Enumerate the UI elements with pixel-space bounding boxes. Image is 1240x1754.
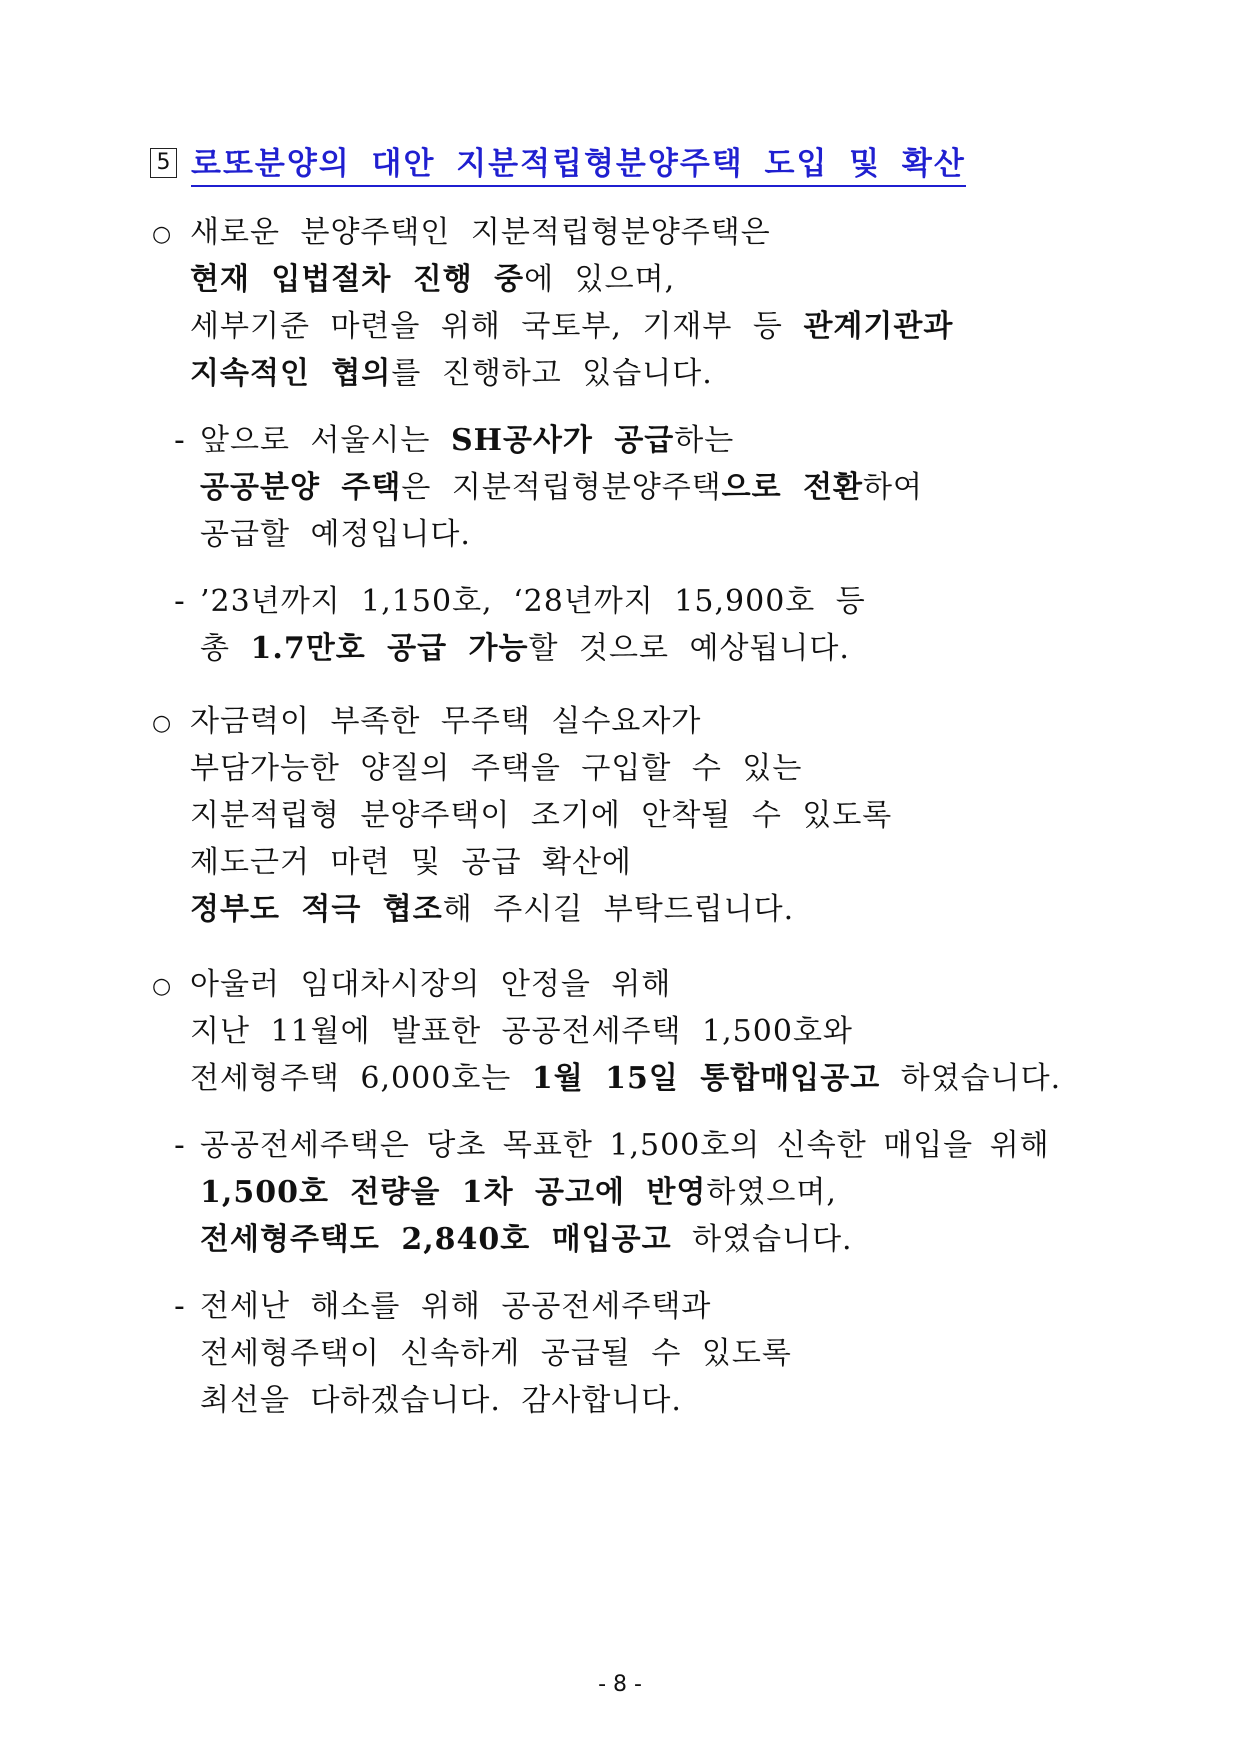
text-line: 전세난 해소를 위해 공공전세주택과: [200, 1289, 712, 1324]
text-line: 현재 입법절차 진행 중에 있으며,: [190, 262, 676, 297]
text-line: 지속적인 협의를 진행하고 있습니다.: [190, 356, 713, 391]
page-number: - 8 -: [598, 1672, 642, 1697]
text-line: 전세형주택 6,000호는 1월 15일 통합매입공고 하였습니다.: [190, 1061, 1062, 1096]
bold-text: 1.7만호 공급 가능: [250, 631, 529, 666]
text-line: 앞으로 서울시는 SH공사가 공급하는: [200, 423, 735, 458]
text-line: 제도근거 마련 및 공급 확산에: [190, 845, 632, 880]
text-line: 전세형주택도 2,840호 매입공고 하였습니다.: [200, 1222, 853, 1257]
dash-marker: -: [174, 1128, 185, 1163]
bold-text: 정부도 적극 협조: [190, 892, 443, 927]
bold-text: SH공사가 공급: [450, 423, 675, 458]
text-line: 최선을 다하겠습니다. 감사합니다.: [200, 1383, 682, 1418]
dash-marker: -: [174, 1289, 185, 1324]
bold-text: 1월 15일 통합매입공고: [531, 1061, 881, 1096]
text-line: 총 1.7만호 공급 가능할 것으로 예상됩니다.: [200, 631, 850, 666]
text-line: 공급할 예정입니다.: [200, 517, 471, 552]
bold-text: 으로 전환: [721, 470, 864, 505]
bullet-marker: ○: [152, 974, 172, 999]
section-number-box: 5: [150, 148, 177, 178]
dash-marker: -: [174, 423, 185, 458]
section-heading: [150, 138, 966, 187]
bold-text: 전세형주택도 2,840호 매입공고: [200, 1222, 672, 1257]
text-line: 아울러 임대차시장의 안정을 위해: [190, 967, 672, 1002]
text-line: 자금력이 부족한 무주택 실수요자가: [190, 704, 702, 739]
text-line: ’23년까지 1,150호, ‘28년까지 15,900호 등: [200, 584, 866, 619]
text-line: 지분적립형 분양주택이 조기에 안착될 수 있도록: [190, 798, 893, 833]
text-line: 지난 11월에 발표한 공공전세주택 1,500호와: [190, 1014, 853, 1049]
bold-text: 관계기관과: [803, 309, 954, 344]
text-line: 새로운 분양주택인 지분적립형분양주택은: [190, 215, 771, 250]
text-line: 공공분양 주택은 지분적립형분양주택으로 전환하여: [200, 470, 924, 505]
section-title: 로또분양의 대안 지분적립형분양주택 도입 및 확산: [191, 138, 966, 187]
bullet-marker: ○: [152, 711, 172, 736]
text-line: 세부기준 마련을 위해 국토부, 기재부 등 관계기관과: [190, 309, 954, 344]
bold-text: 현재 입법절차 진행 중: [190, 262, 525, 297]
bold-text: 1,500호 전량을 1차 공고에 반영: [200, 1175, 707, 1210]
bullet-marker: ○: [152, 222, 172, 247]
text-line: 1,500호 전량을 1차 공고에 반영하였으며,: [200, 1175, 837, 1210]
bold-text: 지속적인 협의: [190, 356, 392, 391]
text-line: 정부도 적극 협조해 주시길 부탁드립니다.: [190, 892, 795, 927]
dash-marker: -: [174, 584, 185, 619]
text-line: 부담가능한 양질의 주택을 구입할 수 있는: [190, 751, 803, 786]
text-line: 공공전세주택은 당초 목표한 1,500호의 신속한 매입을 위해: [200, 1128, 1050, 1163]
text-line: 전세형주택이 신속하게 공급될 수 있도록: [200, 1336, 792, 1371]
bold-text: 공공분양 주택: [200, 470, 402, 505]
